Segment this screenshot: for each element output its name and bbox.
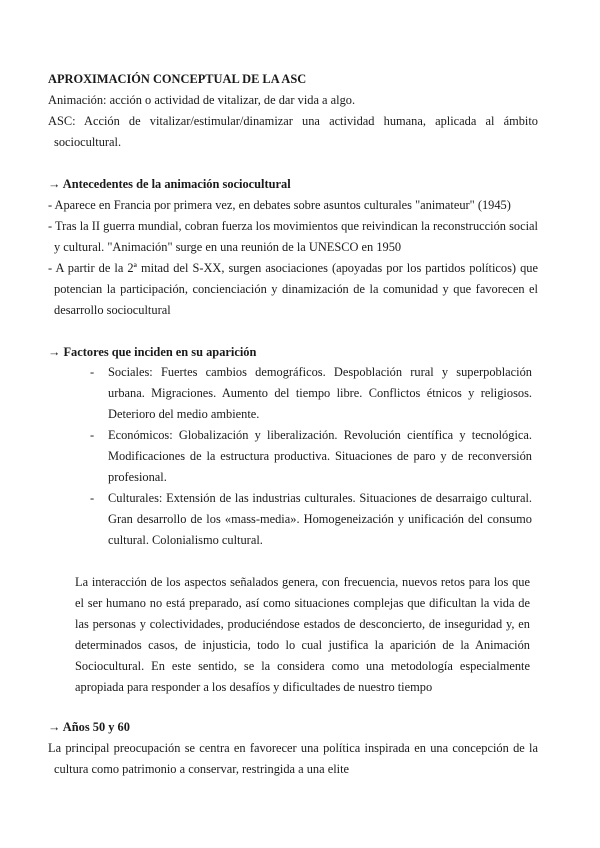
factores-list — [90, 362, 532, 551]
antecedentes-item: - Aparece en Francia por primera vez, en debates sobre asuntos culturales "animateur" (1945) — [48, 198, 511, 212]
factor-culturales: Culturales: Extensión de las industrias culturales. Situaciones de desarraigo cultural. Gran desarrollo de los «mass-media». Homogeneización y unificación del consumo cultural. Colonialismo cultural. — [108, 491, 532, 547]
list-item — [90, 425, 532, 488]
anos-heading: → Años 50 y 60 — [48, 720, 130, 734]
antecedentes-item: - A partir de la 2ª mitad del S-XX, surgen asociaciones (apoyadas por los partidos políticos) que potencian la participación, concienciación y dinamización de la comunidad y que favorecen el desarrollo sociocultural — [48, 261, 538, 317]
dash-marker: - — [90, 428, 95, 442]
factores-paragraph: La interacción de los aspectos señalados genera, con frecuencia, nuevos retos para los que el ser humano no está preparado, así como situaciones complejas que dificultan la vida de las personas y colectividades, produciéndose estados de desconcierto, de inseguridad y, en determinados casos, de injusticia, todo lo cual justifica la aparición de la Animación Sociocultural. En este sentido, se la considera como una metodología especialmente apropiada para responder a los desafíos y dificultades de nuestro tiempo — [75, 575, 530, 694]
anos-paragraph: La principal preocupación se centra en favorecer una política inspirada en una concepción de la cultura como patrimonio a conservar, restringida a una elite — [48, 741, 538, 776]
intro-asc: ASC: Acción de vitalizar/estimular/dinamizar una actividad humana, aplicada al ámbito sociocultural. — [48, 114, 538, 149]
factor-economicos: Económicos: Globalización y liberalización. Revolución científica y tecnológica. Modificaciones de la estructura productiva. Situaciones de paro y de reconversión profesional. — [108, 428, 532, 484]
antecedentes-item: - Tras la II guerra mundial, cobran fuerza los movimientos que reivindican la reconstrucción social y cultural. "Animación" surge en una reunión de la UNESCO en 1950 — [48, 219, 538, 254]
intro-animacion: Animación: acción o actividad de vitalizar, de dar vida a algo. — [48, 93, 356, 107]
factores-heading: → Factores que inciden en su aparición — [48, 345, 257, 359]
factor-sociales: Sociales: Fuertes cambios demográficos. Despoblación rural y superpoblación urbana. Migraciones. Aumento del tiempo libre. Conflictos étnicos y religiosos. Deterioro del medio ambiente. — [108, 365, 532, 421]
list-item — [90, 488, 532, 551]
dash-marker: - — [90, 365, 95, 379]
dash-marker: - — [90, 491, 95, 505]
document-title: APROXIMACIÓN CONCEPTUAL DE LA ASC — [48, 72, 307, 86]
antecedentes-heading: → Antecedentes de la animación sociocultural — [48, 177, 291, 191]
list-item — [90, 362, 532, 425]
